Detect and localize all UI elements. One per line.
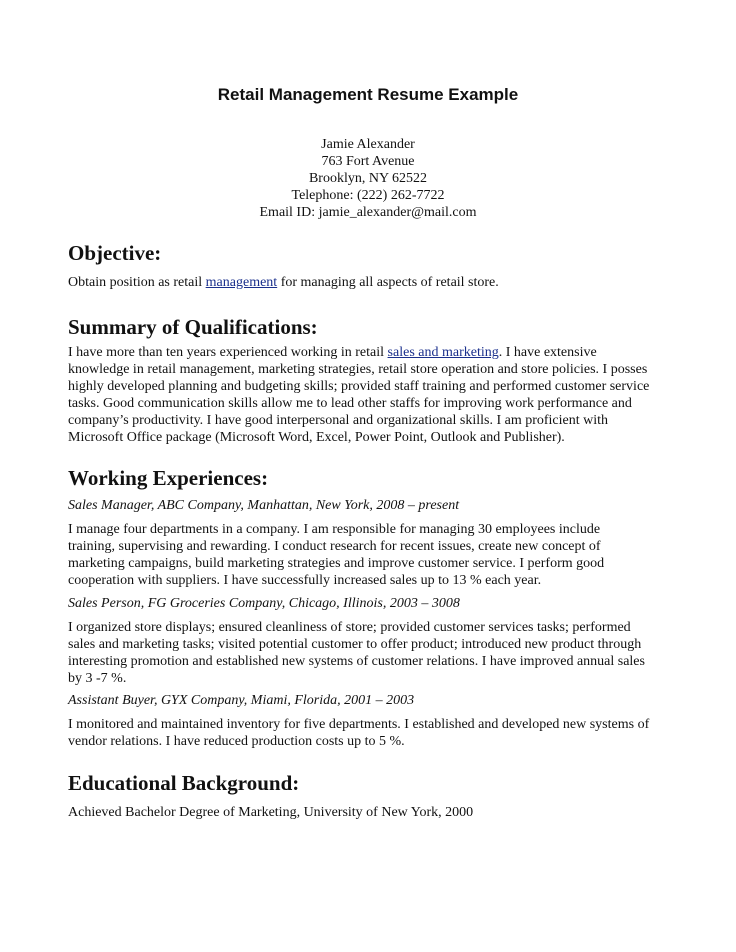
summary-line: knowledge in retail management, marketing strategies, retail store operation and store policies. I posses bbox=[68, 362, 648, 377]
job-line: vendor relations. I have reduced production costs up to 5 %. bbox=[68, 734, 405, 749]
management-link[interactable]: management bbox=[205, 275, 278, 290]
contact-telephone: Telephone: (222) 262-7722 bbox=[291, 188, 445, 203]
objective-heading: Objective: bbox=[68, 241, 162, 265]
job-line: cooperation with suppliers. I have successfully increased sales up to 13 % each year. bbox=[68, 573, 542, 588]
job-title-sales-manager: Sales Manager, ABC Company, Manhattan, New York, 2008 – present bbox=[68, 498, 460, 513]
job-line: by 3 -7 %. bbox=[68, 671, 127, 686]
job-title-assistant-buyer: Assistant Buyer, GYX Company, Miami, Florida, 2001 – 2003 bbox=[68, 693, 415, 708]
education-heading: Educational Background: bbox=[68, 771, 300, 795]
job-line: I manage four departments in a company. I am responsible for managing 30 employees include bbox=[68, 522, 601, 537]
contact-address: 763 Fort Avenue bbox=[321, 154, 415, 169]
experience-heading: Working Experiences: bbox=[68, 466, 269, 490]
job-description-sales-manager bbox=[68, 521, 678, 589]
summary-text bbox=[68, 344, 678, 446]
objective-text-before: Obtain position as retail bbox=[68, 275, 206, 290]
education-text bbox=[68, 804, 678, 821]
contact-city: Brooklyn, NY 62522 bbox=[308, 171, 428, 186]
job-line: sales and marketing tasks; visited potential customer to offer product; introduced new product through bbox=[68, 637, 642, 652]
summary-line1-before: I have more than ten years experienced working in retail bbox=[68, 345, 388, 360]
summary-line: company’s productivity. I have good interpersonal and organizational skills. I am proficient with bbox=[68, 413, 609, 428]
summary-heading: Summary of Qualifications: bbox=[68, 315, 318, 339]
job-line: I organized store displays; ensured cleanliness of store; provided customer services tasks; performed bbox=[68, 620, 631, 635]
job-title-sales-person: Sales Person, FG Groceries Company, Chicago, Illinois, 2003 – 3008 bbox=[68, 596, 460, 611]
job-line: interesting promotion and established new systems of customer relations. I have improved annual sales bbox=[68, 654, 645, 669]
summary-line1-after: . I have extensive bbox=[498, 345, 597, 360]
contact-name: Jamie Alexander bbox=[321, 137, 415, 152]
contact-email: Email ID: jamie_alexander@mail.com bbox=[259, 205, 477, 220]
job-line: I monitored and maintained inventory for five departments. I established and developed new systems of bbox=[68, 717, 650, 732]
contact-block bbox=[0, 136, 736, 221]
education-line: Achieved Bachelor Degree of Marketing, University of New York, 2000 bbox=[68, 805, 474, 820]
job-line: marketing campaigns, build marketing strategies and improve customer service. I perform good bbox=[68, 556, 605, 571]
job-line: training, supervising and rewarding. I conduct research for recent issues, create new concept of bbox=[68, 539, 601, 554]
document-title: Retail Management Resume Example bbox=[217, 85, 519, 104]
summary-line: tasks. Good communication skills allow me to lead other staffs for improving work performance and bbox=[68, 396, 632, 411]
sales-and-marketing-link[interactable]: sales and marketing bbox=[387, 345, 499, 360]
summary-line: highly developed planning and budgeting skills; provided staff training and performed customer service bbox=[68, 379, 650, 394]
summary-line: Microsoft Office package (Microsoft Word, Excel, Power Point, Outlook and Publisher). bbox=[68, 430, 565, 445]
objective-text-after: for managing all aspects of retail store. bbox=[277, 275, 499, 290]
job-description-sales-person bbox=[68, 619, 678, 687]
job-description-assistant-buyer bbox=[68, 716, 678, 750]
objective-text bbox=[68, 274, 678, 291]
